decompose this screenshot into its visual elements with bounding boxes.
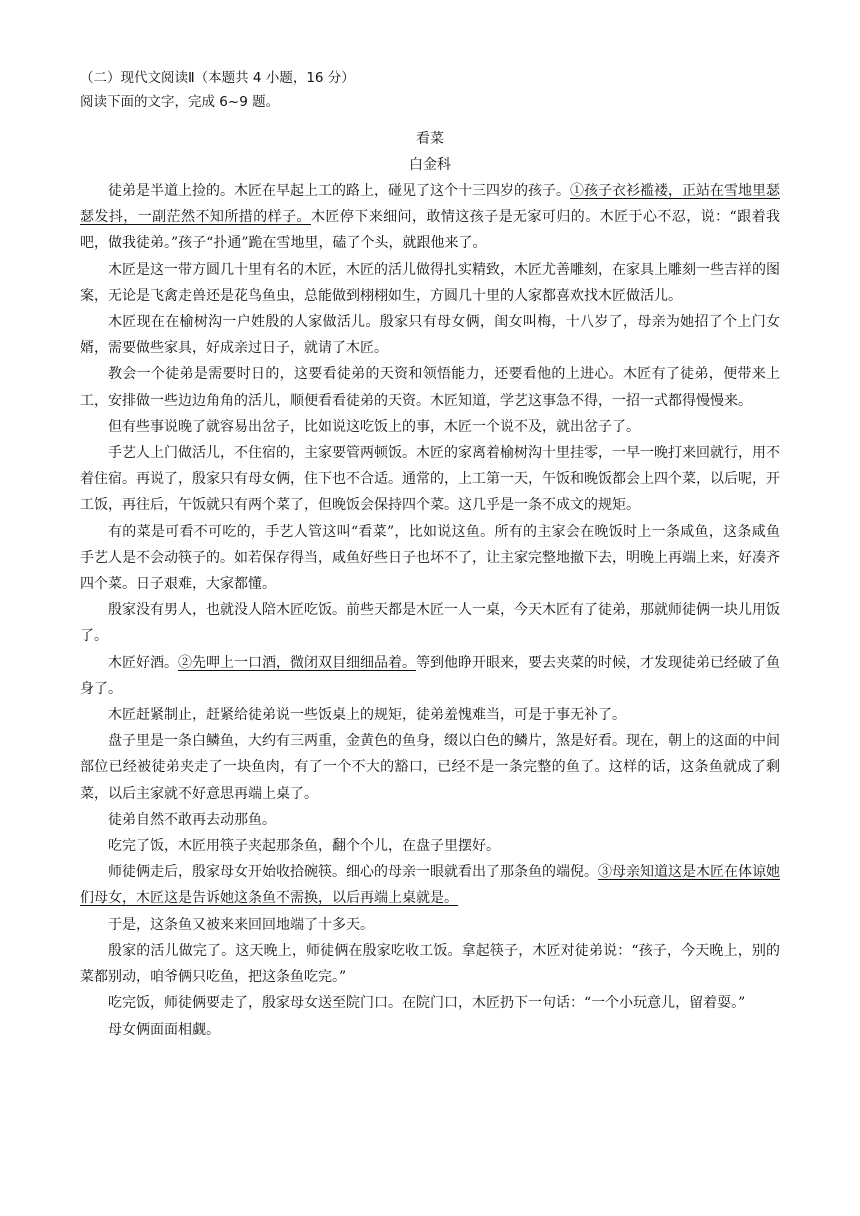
paragraph-text: 于是，这条鱼又被来来回回地端了十多天。 [108, 916, 374, 933]
paragraph-text: 手艺人上门做活儿，不住宿的，主家要管两顿饭。木匠的家离着榆树沟十里挂零，一早一晚打来回就行，用不着住宿。再说了，殷家只有母女俩，住下也不合适。通常的，上工第一天，午饭和晚饭都会上四个菜，以后呢，开工饭，再往后，午饭就只有两个菜了，但晚饭会保持四个菜。这几乎是一条不成文的规矩。 [80, 445, 780, 514]
paragraph [80, 912, 780, 938]
paragraph [80, 702, 780, 728]
paragraph-text: 殷家没有男人，也就没人陪木匠吃饭。前些天都是木匠一人一桌，今天木匠有了徒弟，那就师徒俩一块儿用饭了。 [80, 602, 780, 645]
paragraph [80, 178, 780, 257]
paragraph-text: 徒弟自然不敢再去动那鱼。 [108, 811, 276, 828]
paragraph [80, 440, 780, 519]
paragraph-text: 木匠好酒。 [108, 654, 178, 671]
paragraph [80, 309, 780, 361]
paragraph [80, 650, 780, 702]
paragraph [80, 859, 780, 911]
paragraph-text: 盘子里是一条白鳞鱼，大约有三两重，金黄色的鱼身，缀以白色的鳞片，煞是好看。现在，朝上的这面的中间部位已经被徒弟夹走了一块鱼肉，有了一个不大的豁口，已经不是一条完整的鱼了。这样的话，这条鱼就成了剩菜，以后主家就不好意思再端上桌了。 [80, 733, 780, 802]
underlined-sentence: ③母亲知道这是木匠在体谅她们母女，木匠这是告诉她这条鱼不需换，以后再端上桌就是。 [80, 864, 780, 907]
paragraph [80, 361, 780, 413]
paragraph-text: 师徒俩走后，殷家母女开始收拾碗筷。细心的母亲一眼就看出了那条鱼的端倪。 [108, 864, 598, 881]
paragraph-text: 吃完了饭，木匠用筷子夹起那条鱼，翻个个儿，在盘子里摆好。 [108, 838, 500, 855]
section-heading: （二）现代文阅读Ⅱ（本题共 4 小题，16 分） [80, 70, 355, 86]
paragraph-text: 等到他睁开眼来，要去夹菜的时候，才发现徒弟已经破了鱼身了。 [80, 654, 780, 697]
paragraph [80, 938, 780, 990]
paragraph [80, 519, 780, 598]
paragraph [80, 990, 780, 1016]
paragraph-text: 木匠是这一带方圆几十里有名的木匠，木匠的活儿做得扎实精致，木匠尤善雕刻，在家具上雕刻一些吉祥的图案，无论是飞禽走兽还是花鸟鱼虫，总能做到栩栩如生，方圆几十里的人家都喜欢找木匠做活儿。 [80, 261, 780, 304]
paragraph [80, 728, 780, 807]
paragraph [80, 414, 780, 440]
document-page [80, 66, 780, 1043]
paragraph [80, 807, 780, 833]
instruction-line: 阅读下面的文字，完成 6~9 题。 [80, 94, 280, 110]
paragraph [80, 257, 780, 309]
paragraph-text: 教会一个徒弟是需要时日的，这要看徒弟的天资和领悟能力，还要看他的上进心。木匠有了徒弟，便带来上工，安排做一些边边角角的活儿，顺便看看徒弟的天资。木匠知道，学艺这事急不得，一招一式都得慢慢来。 [80, 366, 780, 409]
paragraph-text: 有的菜是可看不可吃的，手艺人管这叫“看菜”，比如说这鱼。所有的主家会在晚饭时上一条咸鱼，这条咸鱼手艺人是不会动筷子的。如若保存得当，咸鱼好些日子也坏不了，让主家完整地撤下去，明晚上再端上来，好凑齐四个菜。日子艰难，大家都懂。 [80, 523, 780, 593]
article-body [80, 178, 780, 1043]
paragraph [80, 833, 780, 859]
paragraph-text: 吃完饭，师徒俩要走了，殷家母女送至院门口。在院门口，木匠扔下一句话：“一个小玩意儿，留着耍。” [108, 995, 746, 1012]
paragraph-text: 但有些事说晚了就容易出岔子，比如说这吃饭上的事，木匠一个说不及，就出岔子了。 [108, 418, 640, 435]
paragraph-text: 木匠赶紧制止，赶紧给徒弟说一些饭桌上的规矩，徒弟羞愧难当，可是于事无补了。 [108, 707, 626, 724]
paragraph-text: 木匠现在在榆树沟一户姓殷的人家做活儿。殷家只有母女俩，闺女叫梅，十八岁了，母亲为她招了个上门女婿，需要做些家具，好成亲过日子，就请了木匠。 [80, 314, 780, 357]
paragraph-text: 木匠停下来细问，敢情这孩子是无家可归的。木匠于心不忍，说：“跟着我吧，做我徒弟。”孩子“扑通”跪在雪地里，磕了个头，就跟他来了。 [80, 209, 781, 252]
article-author: 白金科 [409, 157, 451, 173]
paragraph-text: 徒弟是半道上捡的。木匠在早起上工的路上，碰见了这个十三四岁的孩子。 [108, 183, 570, 199]
paragraph [80, 597, 780, 649]
underlined-sentence: ②先呷上一口酒，微闭双目细细品着。 [178, 654, 416, 671]
underlined-sentence: ①孩子衣衫褴褛，正站在雪地里瑟瑟发抖，一副茫然不知所措的样子。 [80, 183, 780, 226]
article-title: 看菜 [416, 131, 444, 147]
paragraph-text: 母女俩面面相觑。 [108, 1021, 220, 1038]
paragraph-text: 殷家的活儿做完了。这天晚上，师徒俩在殷家吃收工饭。拿起筷子，木匠对徒弟说：“孩子，今天晚上，别的菜都别动，咱爷俩只吃鱼，把这条鱼吃完。” [80, 942, 780, 986]
paragraph [80, 1017, 780, 1043]
